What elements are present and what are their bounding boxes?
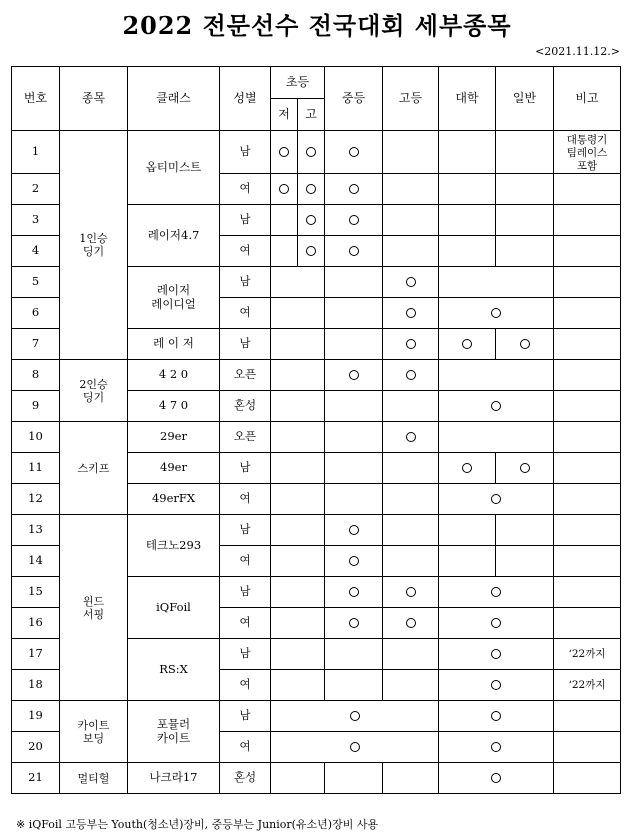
circle-icon (491, 649, 501, 659)
circle-icon (491, 680, 501, 690)
gender-cell: 남 (220, 131, 271, 174)
gender-cell: 오픈 (220, 422, 271, 453)
circle-icon (406, 339, 416, 349)
table-row (12, 360, 621, 391)
circle-icon (349, 618, 359, 628)
circle-icon (406, 432, 416, 442)
header-gender: 성별 (220, 67, 271, 131)
circle-icon (279, 184, 289, 194)
document-date: <2021.11.12.> (535, 45, 620, 58)
header-no: 번호 (12, 67, 60, 131)
row-number: 12 (12, 484, 60, 515)
row-number: 4 (12, 236, 60, 267)
circle-icon (349, 246, 359, 256)
row-number: 18 (12, 670, 60, 701)
class-cell: 49er (128, 453, 220, 484)
circle-icon (349, 184, 359, 194)
circle-icon (349, 556, 359, 566)
circle-icon (491, 618, 501, 628)
header-middle: 중등 (325, 67, 383, 131)
row-number: 5 (12, 267, 60, 298)
circle-icon (306, 246, 316, 256)
row-number: 17 (12, 639, 60, 670)
header-general: 일반 (496, 67, 554, 131)
row-number: 14 (12, 546, 60, 577)
circle-icon (279, 147, 289, 157)
remarks-cell: ‘22까지 (554, 639, 621, 670)
row-number: 13 (12, 515, 60, 546)
table-row (12, 515, 621, 546)
class-cell: 나크라17 (128, 763, 220, 794)
row-number: 10 (12, 422, 60, 453)
class-cell: iQFoil (128, 577, 220, 639)
circle-icon (406, 618, 416, 628)
header-remarks: 비고 (554, 67, 621, 131)
gender-cell: 여 (220, 732, 271, 763)
gender-cell: 여 (220, 174, 271, 205)
gender-cell: 남 (220, 515, 271, 546)
circle-icon (491, 308, 501, 318)
gender-cell: 남 (220, 453, 271, 484)
gender-cell: 여 (220, 670, 271, 701)
row-number: 9 (12, 391, 60, 422)
page-title: 2022 전문선수 전국대회 세부종목 (122, 11, 512, 40)
gender-cell: 여 (220, 484, 271, 515)
header-college: 대학 (439, 67, 496, 131)
circle-icon (306, 215, 316, 225)
class-cell: 테크노293 (128, 515, 220, 577)
gender-cell: 남 (220, 577, 271, 608)
class-cell: 4 7 0 (128, 391, 220, 422)
circle-icon (491, 401, 501, 411)
event-cell: 멀티헐 (60, 763, 128, 794)
circle-icon (406, 308, 416, 318)
row-number: 21 (12, 763, 60, 794)
circle-icon (491, 711, 501, 721)
row-number: 2 (12, 174, 60, 205)
table-row (12, 701, 621, 732)
gender-cell: 남 (220, 329, 271, 360)
circle-icon (406, 277, 416, 287)
circle-icon (349, 370, 359, 380)
row-number: 7 (12, 329, 60, 360)
row-number: 1 (12, 131, 60, 174)
row-number: 19 (12, 701, 60, 732)
header-elementary: 초등 (271, 67, 325, 99)
header-class: 클래스 (128, 67, 220, 131)
event-cell: 스키프 (60, 422, 128, 515)
row-number: 11 (12, 453, 60, 484)
row-number: 6 (12, 298, 60, 329)
header-event: 종목 (60, 67, 128, 131)
row-number: 20 (12, 732, 60, 763)
gender-cell: 남 (220, 205, 271, 236)
gender-cell: 남 (220, 267, 271, 298)
gender-cell: 혼성 (220, 763, 271, 794)
circle-icon (349, 147, 359, 157)
circle-icon (406, 587, 416, 597)
header-elem-high: 고 (298, 99, 325, 131)
row-number: 8 (12, 360, 60, 391)
remarks-cell: 대통령기 팀레이스 포함 (554, 131, 621, 174)
class-cell: 옵티미스트 (128, 131, 220, 205)
class-cell: 49erFX (128, 484, 220, 515)
circle-icon (349, 215, 359, 225)
circle-icon (406, 370, 416, 380)
circle-icon (520, 463, 530, 473)
circle-icon (491, 773, 501, 783)
gender-cell: 여 (220, 608, 271, 639)
remarks-cell: ‘22까지 (554, 670, 621, 701)
table-row (12, 131, 621, 174)
footnote: ※ iQFoil 고등부는 Youth(청소년)장비, 중등부는 Junior(유소년)장비 사용 (16, 818, 379, 831)
gender-cell: 여 (220, 236, 271, 267)
circle-icon (462, 463, 472, 473)
class-cell: 포뮬러 카이트 (128, 701, 220, 763)
row-number: 15 (12, 577, 60, 608)
circle-icon (350, 711, 360, 721)
circle-icon (350, 742, 360, 752)
events-table (11, 66, 621, 794)
class-cell: 레 이 저 (128, 329, 220, 360)
circle-icon (520, 339, 530, 349)
class-cell: 29er (128, 422, 220, 453)
circle-icon (491, 587, 501, 597)
event-cell: 윈드 서핑 (60, 515, 128, 701)
row-number: 3 (12, 205, 60, 236)
circle-icon (306, 147, 316, 157)
event-cell: 1인승 딩기 (60, 131, 128, 360)
circle-icon (491, 494, 501, 504)
class-cell: RS:X (128, 639, 220, 701)
class-cell: 레이저4.7 (128, 205, 220, 267)
row-number: 16 (12, 608, 60, 639)
event-cell: 2인승 딩기 (60, 360, 128, 422)
gender-cell: 혼성 (220, 391, 271, 422)
circle-icon (491, 742, 501, 752)
gender-cell: 남 (220, 639, 271, 670)
circle-icon (306, 184, 316, 194)
gender-cell: 여 (220, 546, 271, 577)
circle-icon (462, 339, 472, 349)
header-elem-low: 저 (271, 99, 298, 131)
class-cell: 레이저 레이디얼 (128, 267, 220, 329)
gender-cell: 여 (220, 298, 271, 329)
circle-icon (349, 587, 359, 597)
gender-cell: 오픈 (220, 360, 271, 391)
circle-icon (349, 525, 359, 535)
event-cell: 카이트 보딩 (60, 701, 128, 763)
table-row (12, 422, 621, 453)
gender-cell: 남 (220, 701, 271, 732)
table-row (12, 763, 621, 794)
header-high: 고등 (383, 67, 439, 131)
class-cell: 4 2 0 (128, 360, 220, 391)
